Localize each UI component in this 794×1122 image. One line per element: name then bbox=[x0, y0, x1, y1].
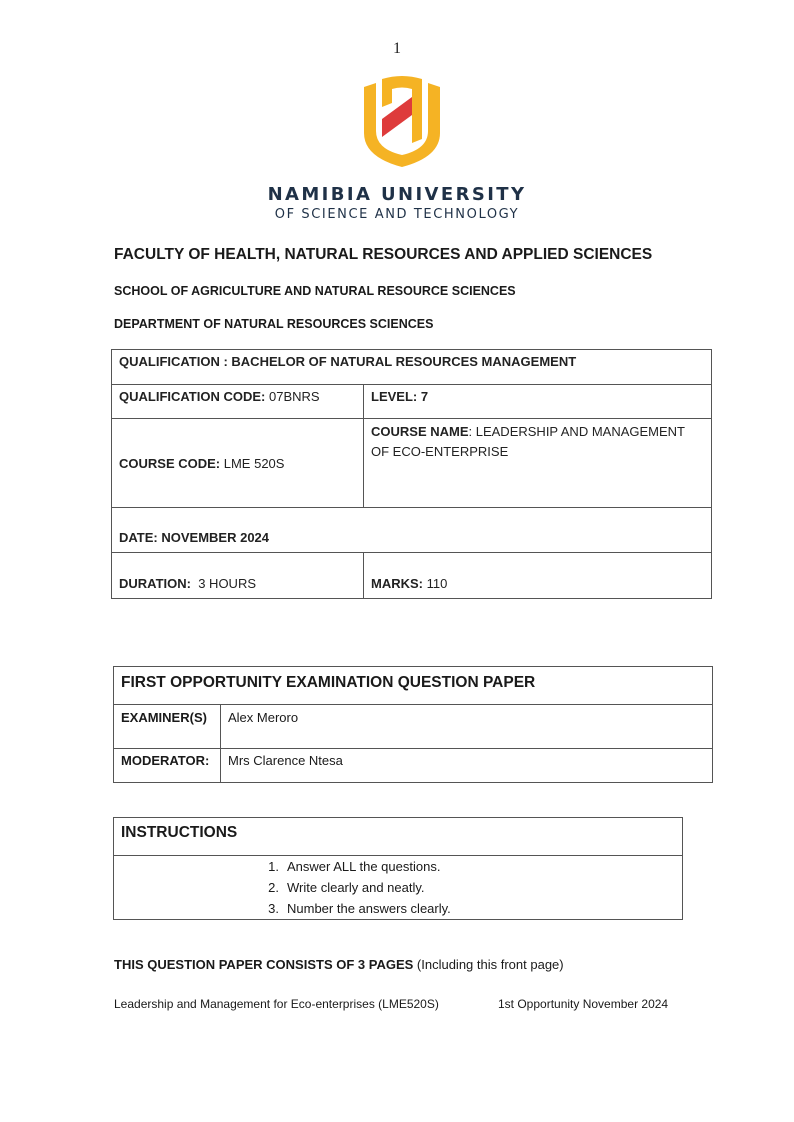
duration-cell bbox=[112, 553, 364, 599]
school-heading: SCHOOL OF AGRICULTURE AND NATURAL RESOURCE SCIENCES bbox=[114, 284, 516, 298]
instructions-title: INSTRUCTIONS bbox=[114, 818, 683, 856]
instructions-list bbox=[121, 856, 675, 919]
instructions-table bbox=[113, 817, 683, 920]
instruction-item: 1. Answer ALL the questions. bbox=[268, 859, 441, 874]
page-number: 1 bbox=[393, 40, 401, 57]
moderator-label: MODERATOR: bbox=[114, 749, 221, 783]
exam-title: FIRST OPPORTUNITY EXAMINATION QUESTION PAPER bbox=[114, 667, 713, 705]
duration-label: DURATION: bbox=[119, 576, 191, 591]
course-code-value: LME 520S bbox=[223, 455, 285, 471]
instruction-item: 2. Write clearly and neatly. bbox=[268, 880, 425, 895]
course-name-cell bbox=[364, 419, 712, 508]
nust-shield-logo-icon bbox=[360, 75, 444, 167]
department-heading: DEPARTMENT OF NATURAL RESOURCES SCIENCES bbox=[114, 317, 434, 331]
instructions-body bbox=[114, 856, 683, 920]
examination-table bbox=[113, 666, 713, 783]
university-subtitle: OF SCIENCE AND TECHNOLOGY bbox=[274, 207, 520, 222]
footer-course: Leadership and Management for Eco-enterprises (LME520S) bbox=[114, 997, 439, 1011]
course-code-label: COURSE CODE: bbox=[119, 455, 221, 471]
footer-opportunity: 1st Opportunity November 2024 bbox=[498, 997, 669, 1011]
course-details-table bbox=[111, 349, 712, 599]
marks-cell bbox=[364, 553, 712, 599]
qualification-code-cell bbox=[112, 385, 364, 419]
instruction-item: 3. Number the answers clearly. bbox=[268, 901, 451, 916]
qualification-label: QUALIFICATION : BACHELOR OF NATURAL RESOURCES MANAGEMENT bbox=[119, 354, 577, 369]
faculty-heading: FACULTY OF HEALTH, NATURAL RESOURCES AND APPLIED SCIENCES bbox=[114, 246, 653, 263]
level-cell bbox=[364, 385, 712, 419]
marks-value: 110 bbox=[426, 576, 448, 591]
moderator-value: Mrs Clarence Ntesa bbox=[221, 749, 713, 783]
course-name-value: : LEADERSHIP AND MANAGEMENT OF ECO-ENTERPRISE bbox=[371, 424, 685, 459]
duration-value: 3 HOURS bbox=[198, 576, 257, 591]
university-name: NAMIBIA UNIVERSITY bbox=[267, 184, 527, 205]
marks-label: MARKS: bbox=[371, 576, 423, 591]
page-count-bold: THIS QUESTION PAPER CONSISTS OF 3 PAGES bbox=[114, 957, 414, 972]
date-label: DATE: NOVEMBER 2024 bbox=[119, 530, 270, 545]
qualification-code-value: 07BNRS bbox=[268, 389, 320, 404]
page-count-note bbox=[114, 957, 564, 972]
date-cell bbox=[112, 508, 712, 553]
course-name-label: COURSE NAME bbox=[371, 424, 469, 439]
qualification-cell bbox=[112, 350, 712, 385]
level-value: 7 bbox=[420, 389, 429, 404]
level-label: LEVEL: bbox=[371, 389, 418, 404]
qualification-code-label: QUALIFICATION CODE: bbox=[119, 389, 266, 404]
page-count-rest: (Including this front page) bbox=[413, 957, 564, 972]
examiner-label: EXAMINER(S) bbox=[114, 705, 221, 749]
examiner-value: Alex Meroro bbox=[221, 705, 713, 749]
course-code-cell bbox=[112, 419, 364, 508]
